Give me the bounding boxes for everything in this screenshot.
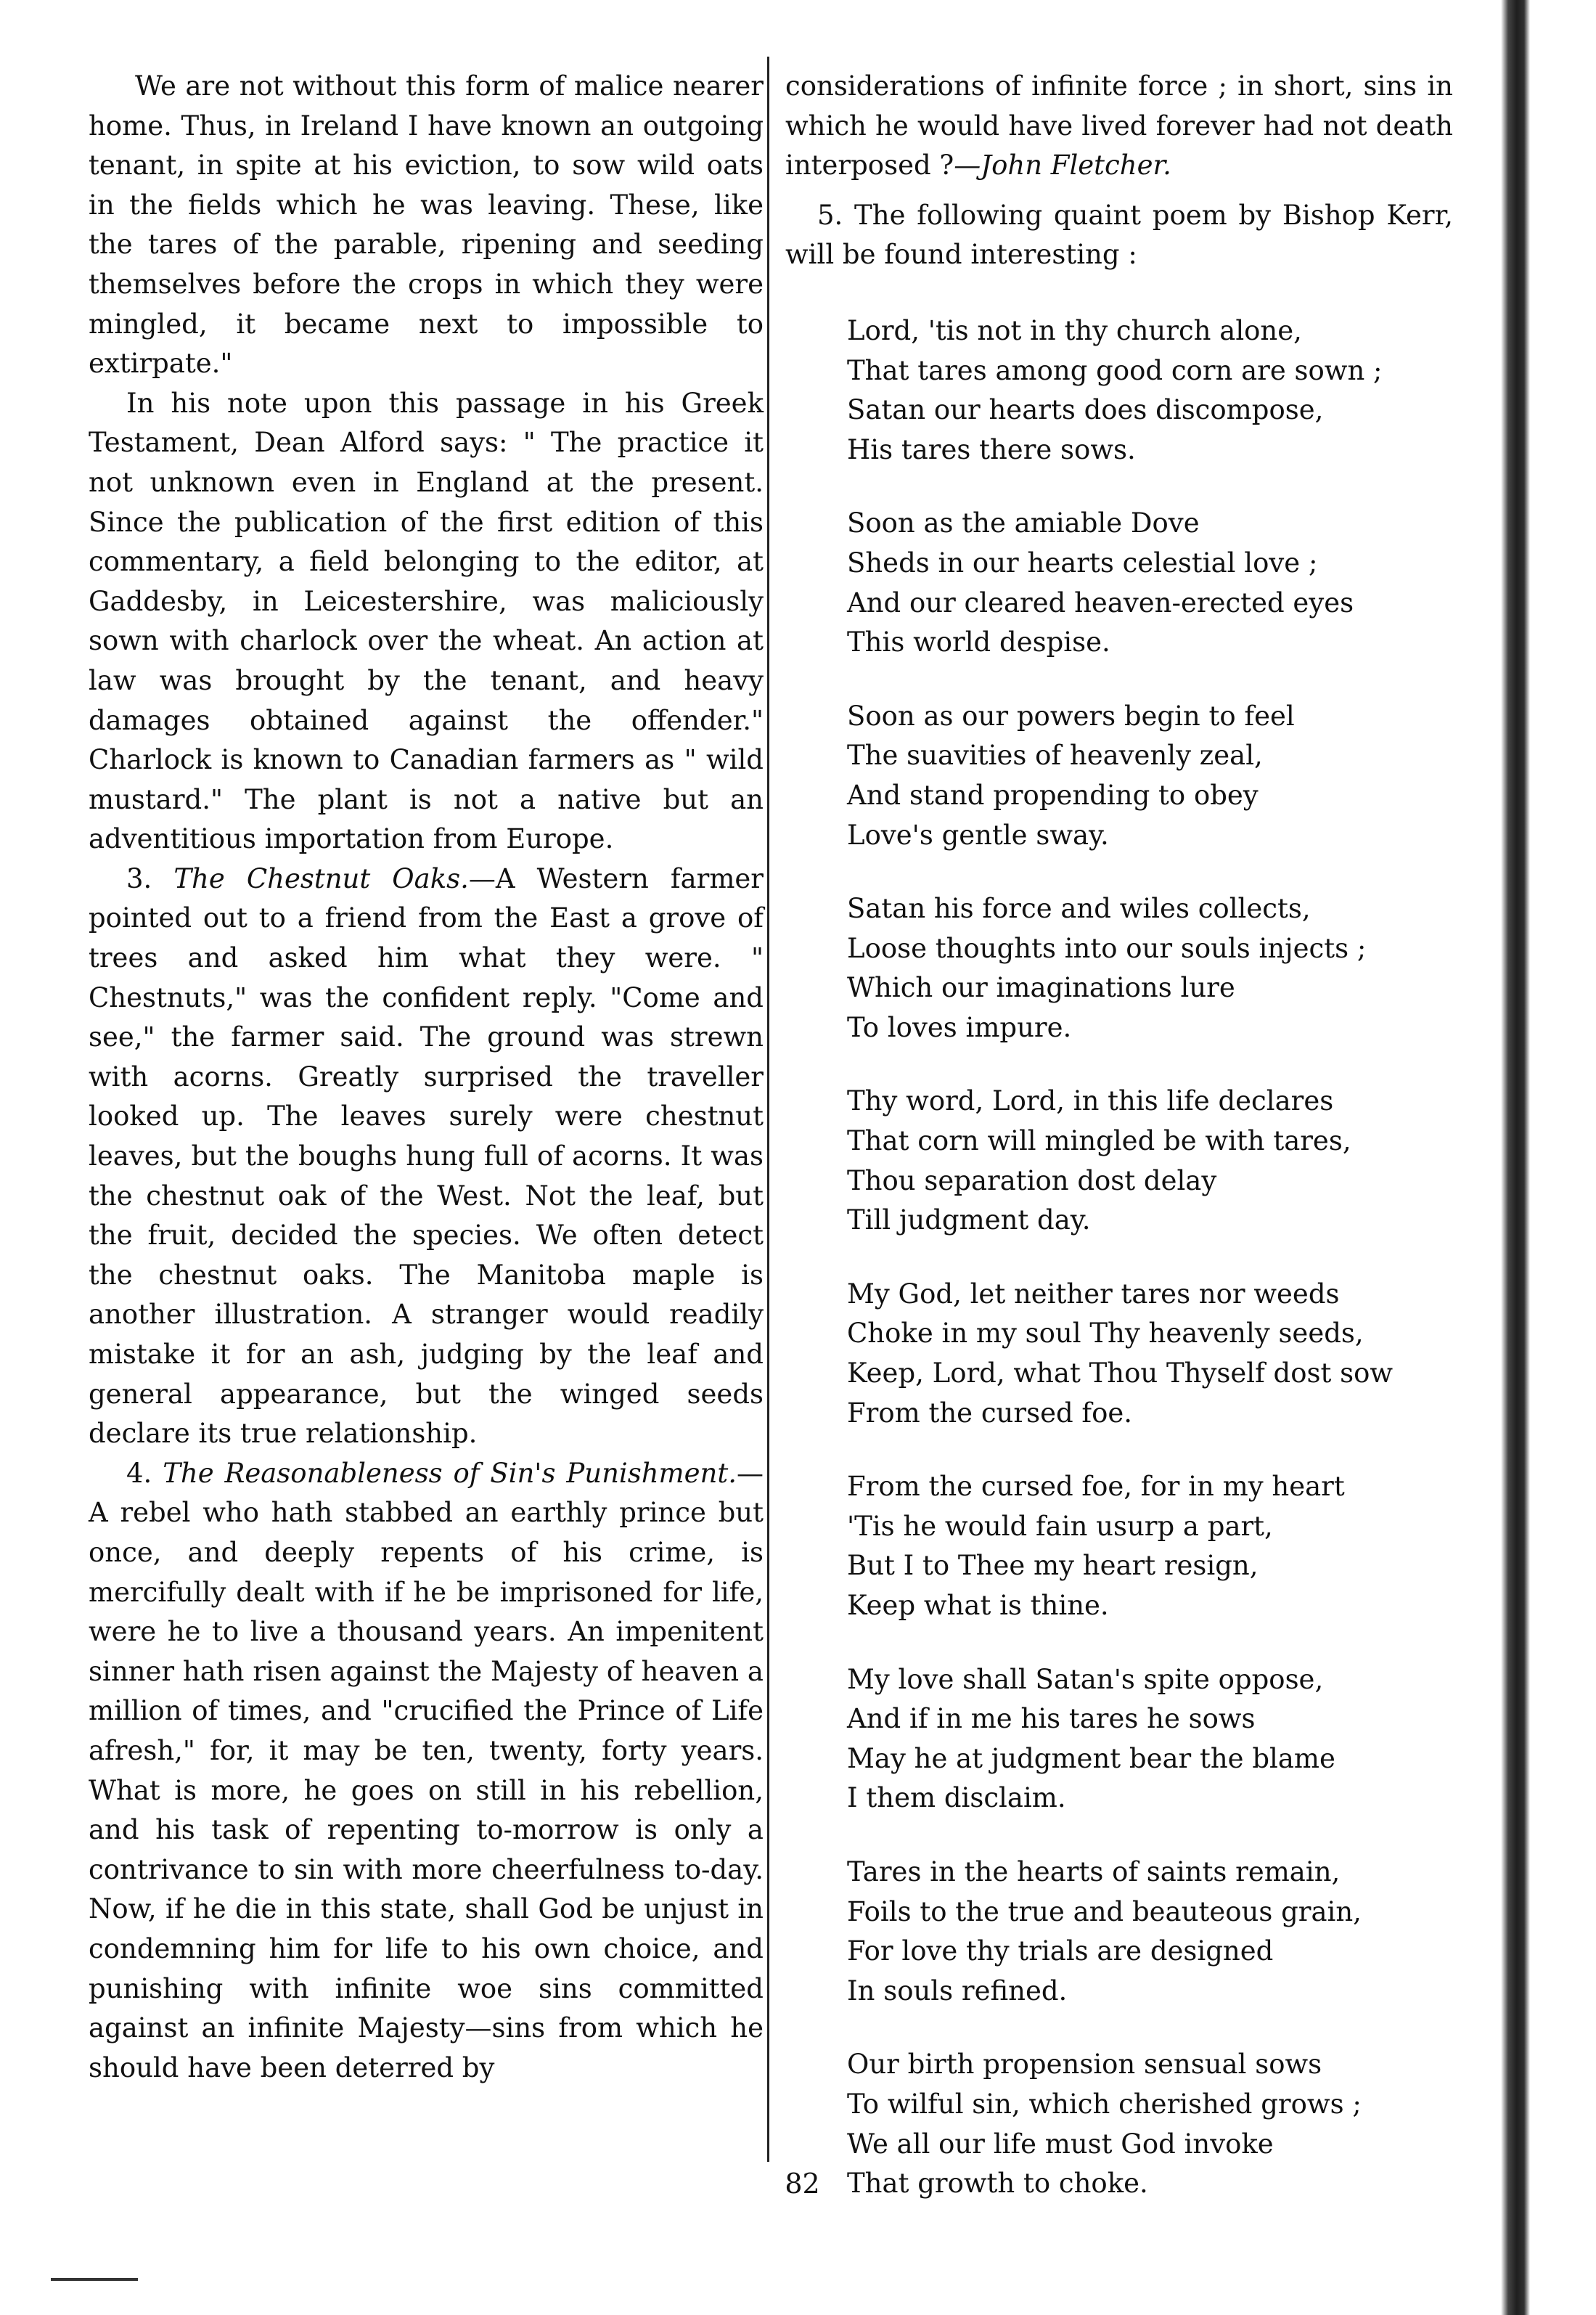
poem-line: Keep, Lord, what Thou Thyself dost sow bbox=[847, 1357, 1394, 1389]
poem-line: My God, let neither tares nor weeds bbox=[847, 1278, 1340, 1310]
poem-stanza bbox=[847, 1467, 1453, 1625]
poem-line: To loves impure. bbox=[847, 1011, 1072, 1043]
poem-line: The suavities of heavenly zeal, bbox=[847, 740, 1263, 772]
poem-line: Tares in the hearts of saints remain, bbox=[847, 1855, 1341, 1887]
poem-stanza bbox=[847, 889, 1453, 1048]
poem-stanza bbox=[847, 1082, 1453, 1240]
poem-line: I them disclaim. bbox=[847, 1782, 1066, 1814]
poem-line: And stand propending to obey bbox=[847, 779, 1259, 811]
item-poem-intro: 5. The following quaint poem by Bishop Kerr, will be found interesting : bbox=[785, 199, 1453, 271]
poem-stanza bbox=[847, 1853, 1453, 2011]
poem-line: Choke in my soul Thy heavenly seeds, bbox=[847, 1318, 1364, 1350]
poem-line: For love thy trials are designed bbox=[847, 1935, 1274, 1967]
poem-line: Soon as the amiable Dove bbox=[847, 507, 1200, 539]
poem-line: To wilful sin, which cherished grows ; bbox=[847, 2088, 1362, 2120]
poem-line: May he at judgment bear the blame bbox=[847, 1742, 1335, 1774]
poem-line: This world despise. bbox=[847, 626, 1110, 658]
poem-line: His tares there sows. bbox=[847, 433, 1136, 465]
item-chestnut-oaks bbox=[89, 860, 764, 1454]
poem-line: And if in me his tares he sows bbox=[847, 1703, 1256, 1735]
poem-line: Our birth propension sensual sows bbox=[847, 2049, 1322, 2081]
paragraph-alford: In his note upon this passage in his Greek Testament, Dean Alford says: " The practice it not unknown even in England at the present. Since the publication of the first edition of this commentary, a field belonging to the editor, at Gaddesby, in Leicestershire, was maliciously sown with charlock over the wheat. An action at law was brought by the tenant, and heavy damages obtained against the offender." Charlock is known to Canadian farmers as " wild mustard." The plant is not a native but an adventitious importation from Europe. bbox=[89, 387, 764, 855]
poem-line: Which our imaginations lure bbox=[847, 972, 1235, 1004]
poem-line: Thy word, Lord, in this life declares bbox=[847, 1085, 1334, 1117]
item-text: — A rebel who hath stabbed an earthly prince but once, and deeply repents of his crime, is mercifully dealt with if he be imprisoned for life, were he to live a thousand years. An impenitent sinner hath risen against the Majesty of heaven a million of times, and "crucified the Prince of Life afresh," for, it may be ten, twenty, forty years. What is more, he goes on still in his rebellion, and his task of repenting to-morrow is only a contrivance to sin with more cheerfulness to-day. Now, if he die in this state, shall God be unjust in condemning him for life to his own choice, and punishing with infinite woe sins committed against an infinite Majesty—sins from which he should have been deterred by bbox=[89, 1457, 764, 2083]
page-number: 82 bbox=[785, 2168, 820, 2200]
poem-line: From the cursed foe, for in my heart bbox=[847, 1471, 1345, 1503]
left-column bbox=[89, 67, 764, 2088]
item-text: —A Western farmer pointed out to a friend from the East a grove of trees and asked him what they were. " Chestnuts," was the confident reply. "Come and see," the farmer said. The ground was strewn with acorns. Greatly surprised the traveller looked up. The leaves surely were chestnut leaves, but the boughs hung full of acorns. It was the chestnut oak of the West. Not the leaf, but the fruit, decided the species. We often detect the chestnut oaks. The Manitoba maple is another illustration. A stranger would readily mistake it for an ash, judging by the leaf and general appearance, but the winged seeds declare its true relationship. bbox=[89, 862, 764, 1450]
poem-line: Till judgment day. bbox=[847, 1204, 1091, 1236]
continuation-body: considerations of infinite force ; in short, sins in which he would have lived forever had not death interposed ? bbox=[785, 70, 1453, 181]
poem-line: Love's gentle sway. bbox=[847, 819, 1109, 851]
poem-line: Foils to the true and beauteous grain, bbox=[847, 1895, 1362, 1927]
poem-line: That corn will mingled be with tares, bbox=[847, 1125, 1351, 1157]
item-title: The Reasonableness of Sin's Punishment. bbox=[163, 1457, 737, 1489]
poem-line: Satan our hearts does discompose, bbox=[847, 394, 1324, 426]
paragraph-malice: We are not without this form of malice nearer home. Thus, in Ireland I have known an outgoing tenant, in spite at his eviction, to sow wild oats in the fields which he was leaving. These, like the tares of the parable, ripening and seeding themselves before the crops in which they were mingled, it became next to impossible to extirpate." bbox=[89, 70, 764, 380]
poem-stanza bbox=[847, 697, 1453, 855]
poem-line: Soon as our powers begin to feel bbox=[847, 700, 1295, 732]
poem bbox=[785, 311, 1453, 2204]
item-number: 3. bbox=[126, 862, 152, 894]
attribution: —John Fletcher. bbox=[954, 150, 1171, 181]
poem-line: Lord, 'tis not in thy church alone, bbox=[847, 314, 1302, 346]
poem-line: But I to Thee my heart resign, bbox=[847, 1550, 1259, 1582]
poem-stanza bbox=[847, 1660, 1453, 1818]
poem-line: In souls refined. bbox=[847, 1975, 1068, 2006]
poem-line: We all our life must God invoke bbox=[847, 2128, 1274, 2160]
poem-line: Keep what is thine. bbox=[847, 1590, 1109, 1621]
right-column bbox=[785, 67, 1453, 2238]
poem-line: From the cursed foe. bbox=[847, 1397, 1133, 1429]
continuation-text bbox=[785, 67, 1453, 186]
poem-line: My love shall Satan's spite oppose, bbox=[847, 1663, 1324, 1695]
poem-line: Sheds in our hearts celestial love ; bbox=[847, 547, 1318, 579]
scan-edge-shadow bbox=[1501, 0, 1530, 2315]
poem-line: And our cleared heaven-erected eyes bbox=[847, 587, 1354, 618]
poem-line: Loose thoughts into our souls injects ; bbox=[847, 932, 1367, 964]
poem-line: That growth to choke. bbox=[847, 2168, 1148, 2200]
poem-stanza bbox=[847, 311, 1453, 470]
poem-line: 'Tis he would fain usurp a part, bbox=[847, 1510, 1273, 1542]
poem-stanza bbox=[847, 1275, 1453, 1433]
poem-line: Satan his force and wiles collects, bbox=[847, 893, 1311, 925]
poem-stanza bbox=[847, 504, 1453, 662]
column-divider bbox=[767, 57, 769, 2162]
item-number: 4. bbox=[126, 1457, 152, 1489]
poem-line: Thou separation dost delay bbox=[847, 1164, 1217, 1196]
poem-line: That tares among good corn are sown ; bbox=[847, 354, 1383, 386]
scan-mark bbox=[51, 2278, 138, 2281]
item-title: The Chestnut Oaks. bbox=[173, 862, 469, 894]
item-reasonableness bbox=[89, 1454, 764, 2089]
